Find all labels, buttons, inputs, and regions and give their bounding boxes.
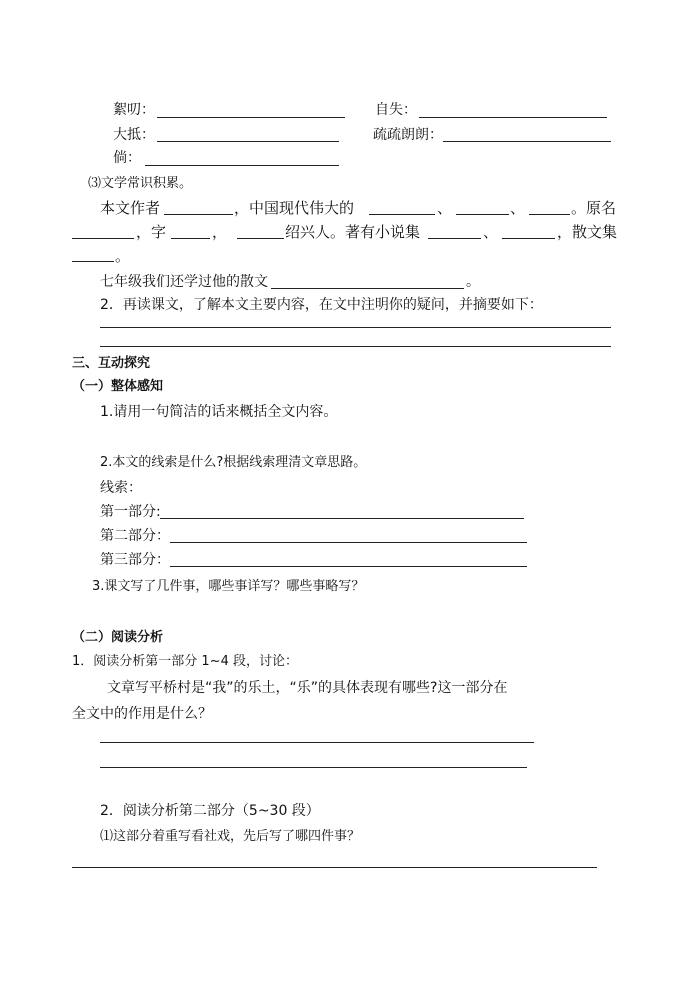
vocab-blank-tang[interactable] [145,165,339,166]
vocab-label-tang: 倘： [113,150,141,166]
lit-text: 绍兴人。著有小说集 [285,223,421,241]
blank-original-name[interactable] [72,238,134,239]
vocab-blank-zishi[interactable] [419,117,607,118]
section-title: 三、互动探究 [72,356,151,371]
lit-text: 。 [115,247,131,265]
part2-blank[interactable] [170,542,527,543]
blank-prose-title[interactable] [271,288,464,289]
vocab-label-dadi: 大抵： [113,127,155,143]
reading-1: 1．阅读分析第一部分 1~4 段，讨论： [72,654,298,669]
question-1: 1.请用一句简洁的话来概括全文内容。 [100,404,338,420]
vocab-label-zishi: 自失： [375,102,417,118]
lit-text: 。原名 [571,199,617,217]
answer-line[interactable] [72,867,597,868]
answer-line[interactable] [100,767,527,768]
part3-blank[interactable] [170,566,527,567]
question-2: 2.本文的线索是什么?根据线索理清文章思路。 [100,455,367,470]
part1-label: 第一部分: [100,504,161,520]
answer-line[interactable] [100,346,611,347]
lit-text: 本文作者 [100,199,161,217]
blank-essay-collection[interactable] [72,261,114,262]
part1-blank[interactable] [160,518,524,519]
lit-text: ，散文集 [557,223,618,241]
lit-text: ，中国现代伟大的 [234,199,355,217]
part3-label: 第三部分： [100,552,170,568]
reading-2-question: ⑴这部分着重写看社戏，先后写了哪四件事？ [100,829,361,844]
reading-1-question: 全文中的作用是什么？ [72,706,212,722]
answer-line[interactable] [100,742,534,743]
lit-text: 。 [466,274,480,290]
vocab-label-xudao: 絮叨： [113,102,155,118]
blank-author[interactable] [164,214,233,215]
vocab-blank-shushulanglang[interactable] [443,141,611,142]
blank-identity-2[interactable] [456,214,509,215]
lit-text: 、 [437,199,453,217]
blank-native-place[interactable] [237,238,284,239]
subsection-title: （一）整体感知 [72,379,164,394]
lit-heading: ⑶文学常识积累。 [88,176,193,191]
reading-1-question: 文章写平桥村是“我”的乐土，“乐”的具体表现有哪些?这一部分在 [107,680,508,696]
lit-text: ，字 [136,223,167,241]
blank-novel-1[interactable] [428,238,481,239]
lit-text: ， [212,223,228,241]
lit-text: 七年级我们还学过他的散文 [100,274,268,290]
part2-label: 第二部分： [100,528,170,544]
question-reread: 2．再读课文，了解本文主要内容，在文中注明你的疑问，并摘要如下： [100,297,543,313]
vocab-blank-xudao[interactable] [157,117,345,118]
reading-2: 2．阅读分析第二部分（5~30 段） [100,803,320,819]
clue-label: 线索： [100,480,142,496]
blank-novel-2[interactable] [502,238,555,239]
blank-identity-1[interactable] [369,214,435,215]
vocab-label-shushulanglang: 疏疏朗朗： [373,127,443,143]
blank-identity-3[interactable] [529,214,570,215]
subsection-title: （二）阅读分析 [72,630,164,645]
lit-text: 、 [483,223,499,241]
answer-line[interactable] [100,327,611,328]
lit-text: 、 [510,199,526,217]
blank-courtesy-name[interactable] [171,238,210,239]
question-3: 3.课文写了几件事，哪些事详写？哪些事略写？ [92,579,365,594]
vocab-blank-dadi[interactable] [157,141,339,142]
